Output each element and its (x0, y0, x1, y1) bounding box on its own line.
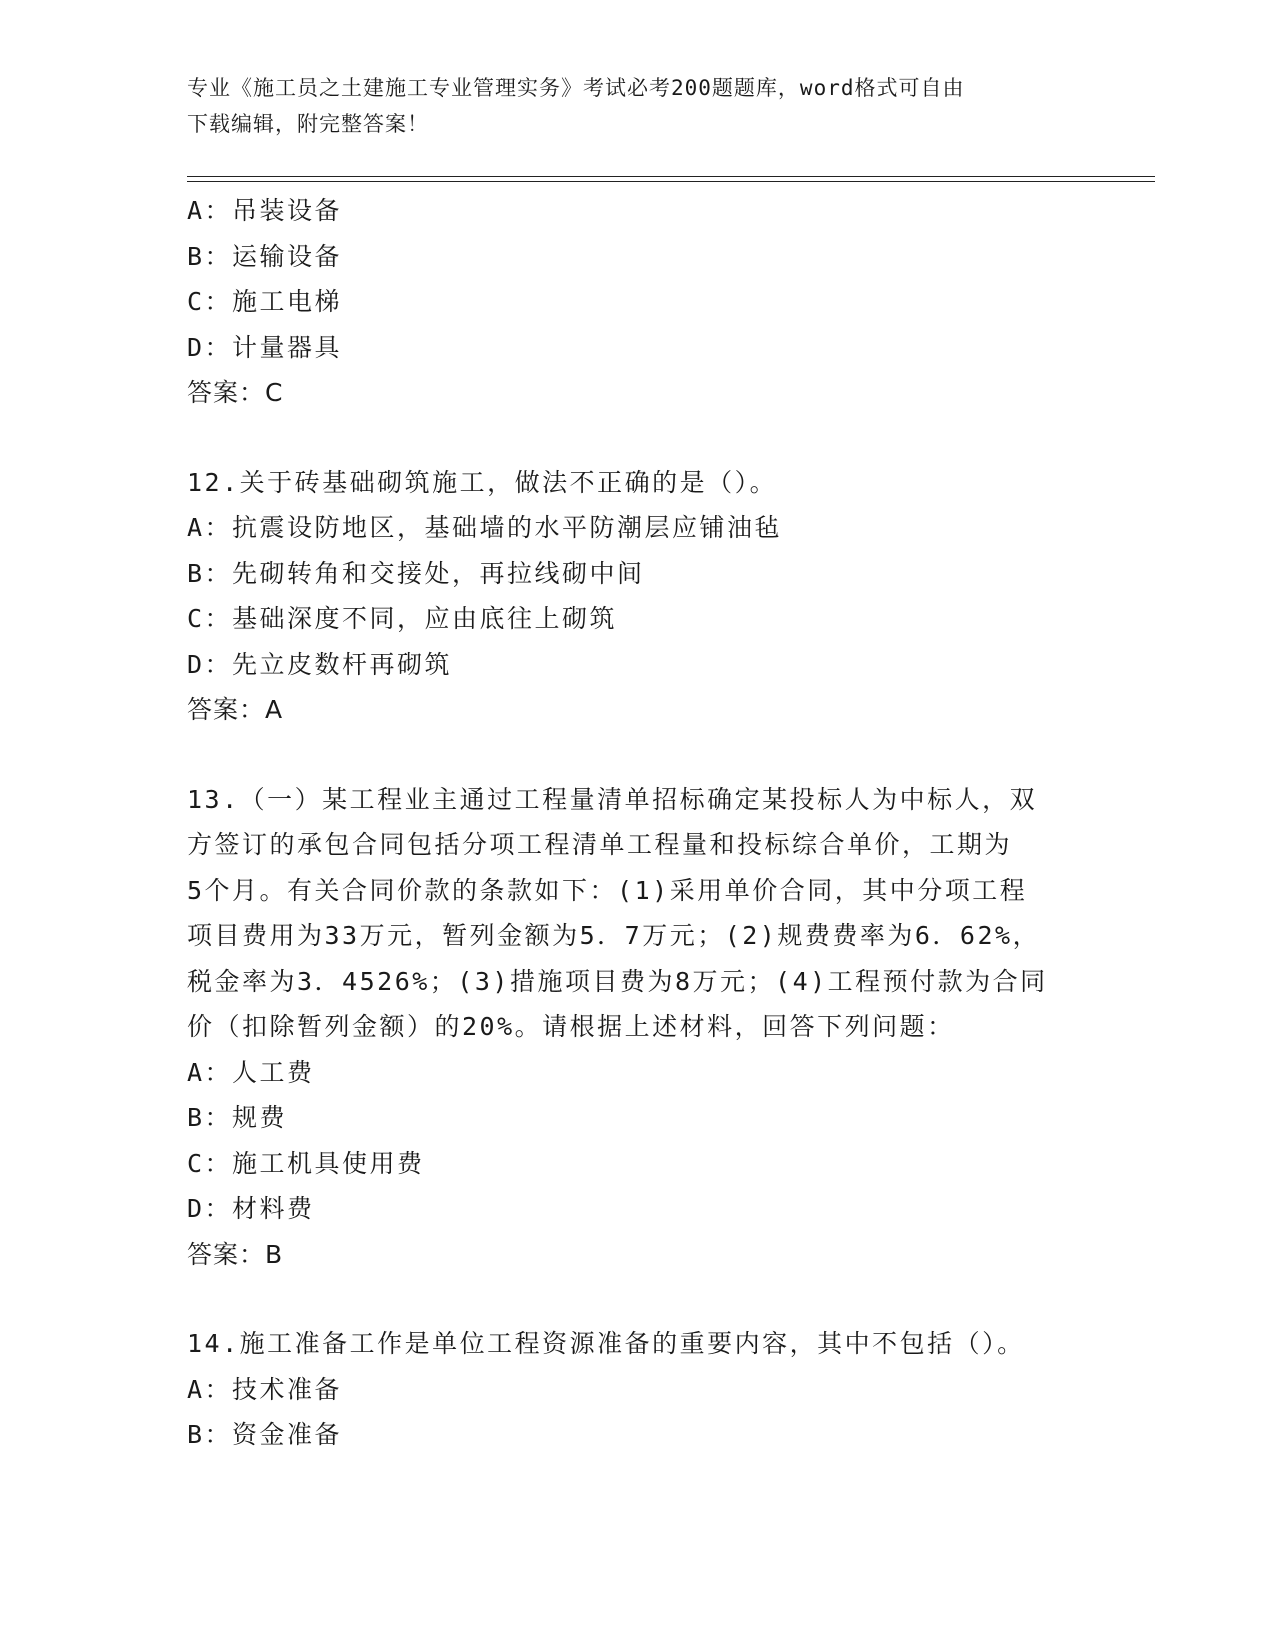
option-d: D：计量器具 (187, 332, 343, 362)
option-b: B：运输设备 (187, 241, 343, 271)
spacer (187, 416, 1087, 460)
option-c: C：基础深度不同，应由底往上砌筑 (187, 604, 618, 633)
question-stem-line: 5个月。有关合同价款的条款如下：(1)采用单价合同，其中分项工程 (187, 875, 1028, 905)
question-stem-line: 税金率为3．4526%；(3)措施项目费为8万元；(4)工程预付款为合同 (187, 966, 1048, 996)
option-b: B：资金准备 (187, 1420, 343, 1449)
question-list (187, 188, 1087, 1458)
question-14 (187, 1321, 1087, 1458)
option-b: B：先砌转角和交接处，再拉线砌中间 (187, 558, 645, 588)
question-11 (187, 188, 1087, 416)
option-c: C：施工电梯 (187, 287, 343, 316)
option-b: B：规费 (187, 1103, 288, 1132)
option-a: A：吊装设备 (187, 196, 343, 225)
header-divider-top (187, 176, 1155, 177)
question-stem: 12.关于砖基础砌筑施工，做法不正确的是（）。 (187, 467, 778, 497)
header-divider-bottom (187, 181, 1155, 182)
question-13 (187, 777, 1087, 1278)
question-stem-line: 价（扣除暂列金额）的20%。请根据上述材料，回答下列问题： (187, 1012, 955, 1041)
option-a: A：抗震设防地区，基础墙的水平防潮层应铺油毡 (187, 513, 783, 542)
question-stem: 14.施工准备工作是单位工程资源准备的重要内容，其中不包括（）。 (187, 1329, 1025, 1358)
question-stem-line: 项目费用为33万元，暂列金额为5．7万元；(2)规费费率为6．62%， (187, 921, 1041, 950)
option-d: D：先立皮数杆再砌筑 (187, 649, 453, 679)
answer-line: 答案：B (187, 1239, 284, 1269)
question-stem-line: 方签订的承包合同包括分项工程清单工程量和投标综合单价，工期为 (187, 830, 1013, 859)
answer-line: 答案：A (187, 695, 284, 724)
spacer (187, 1277, 1087, 1321)
header-line-1: 专业《施工员之土建施工专业管理实务》考试必考200题题库，word格式可自由 (187, 76, 965, 100)
option-d: D：材料费 (187, 1194, 315, 1223)
answer-line: 答案：C (187, 378, 284, 407)
option-a: A：技术准备 (187, 1374, 343, 1404)
header-line-2: 下载编辑，附完整答案！ (187, 112, 429, 136)
spacer (187, 733, 1087, 777)
option-c: C：施工机具使用费 (187, 1148, 425, 1178)
document-header (187, 70, 1067, 142)
option-a: A：人工费 (187, 1057, 315, 1087)
question-12 (187, 460, 1087, 733)
question-stem-line: 13.（一）某工程业主通过工程量清单招标确定某投标人为中标人，双 (187, 784, 1038, 814)
